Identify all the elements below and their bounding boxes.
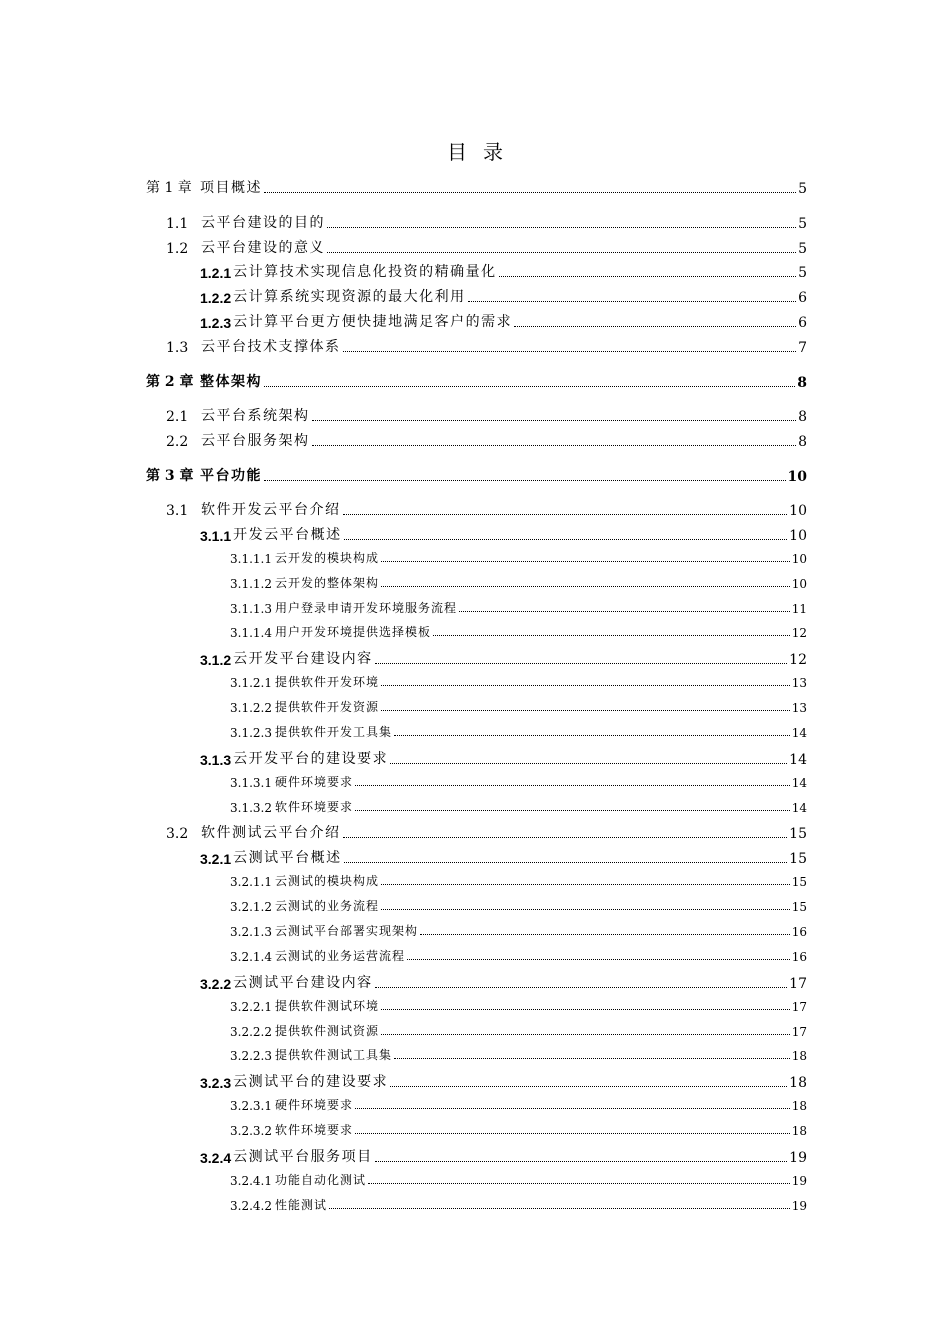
- toc-entry-title: 云测试的模块构成: [274, 874, 379, 888]
- toc-entry-title: 用户登录申请开发环境服务流程: [274, 601, 457, 615]
- toc-dot-leader: [394, 735, 790, 736]
- toc-entry-number: 3.1.2.2: [230, 701, 272, 715]
- toc-entry-page-number: 14: [791, 726, 807, 740]
- toc-dot-leader: [327, 252, 796, 253]
- toc-entry-number: 第 1 章: [146, 180, 192, 196]
- toc-entry[interactable]: [166, 237, 807, 257]
- toc-entry-title: 云计算平台更方便快捷地满足客户的需求: [233, 314, 513, 330]
- toc-entry-number: 3.1.1.2: [230, 577, 272, 591]
- toc-entry[interactable]: [146, 177, 807, 197]
- toc-entry[interactable]: [166, 336, 807, 356]
- toc-entry-page-number: 5: [798, 181, 807, 197]
- toc-entry-page-number: 17: [789, 976, 807, 992]
- toc-entry-page-number: 10: [791, 577, 807, 591]
- toc-entry[interactable]: [200, 1146, 807, 1166]
- toc-entry[interactable]: [146, 465, 807, 485]
- toc-entry-number: 3.1.3.2: [230, 801, 272, 815]
- toc-entry[interactable]: [200, 311, 807, 331]
- toc-entry-page-number: 6: [798, 315, 807, 331]
- toc-entry[interactable]: [230, 922, 807, 939]
- toc-entry-title: 硬件环境要求: [274, 1098, 353, 1112]
- toc-entry-page-number: 14: [791, 801, 807, 815]
- toc-entry-page-number: 10: [787, 469, 807, 485]
- toc-entry[interactable]: [200, 648, 807, 668]
- toc-entry-title: 云开发平台建设内容: [233, 651, 373, 667]
- toc-entry-title: 软件环境要求: [274, 800, 353, 814]
- toc-entry-number: 3.2.1: [200, 851, 232, 867]
- toc-dot-leader: [381, 884, 790, 885]
- toc-entry-page-number: 19: [791, 1174, 807, 1188]
- toc-entry[interactable]: [230, 723, 807, 740]
- toc-entry-title: 平台功能: [200, 468, 262, 484]
- toc-dot-leader: [390, 1086, 787, 1087]
- toc-entry-title: 整体架构: [200, 374, 262, 390]
- toc-entry[interactable]: [230, 947, 807, 964]
- toc-dot-leader: [514, 326, 796, 327]
- toc-entry-page-number: 19: [791, 1199, 807, 1213]
- toc-entry-title: 云测试平台建设内容: [233, 975, 373, 991]
- toc-dot-leader: [381, 710, 790, 711]
- toc-entry[interactable]: [230, 574, 807, 591]
- toc-entry-number: 3.1.1: [200, 528, 232, 544]
- toc-entry-title: 云测试的业务运营流程: [274, 949, 405, 963]
- toc-entry-title: 云测试平台概述: [233, 850, 342, 866]
- toc-entry[interactable]: [230, 673, 807, 690]
- toc-entry-page-number: 15: [789, 826, 807, 842]
- toc-entry-title: 软件测试云平台介绍: [201, 825, 341, 841]
- toc-dot-leader: [375, 1161, 788, 1162]
- toc-entry-title: 开发云平台概述: [233, 527, 342, 543]
- toc-entry-title: 云开发平台的建设要求: [233, 751, 389, 767]
- toc-dot-leader: [264, 386, 795, 387]
- toc-dot-leader: [381, 1009, 790, 1010]
- toc-dot-leader: [355, 785, 790, 786]
- toc-entry[interactable]: [230, 698, 807, 715]
- toc-entry-title: 提供软件开发资源: [274, 700, 379, 714]
- toc-entry[interactable]: [230, 872, 807, 889]
- toc-entry-page-number: 10: [789, 503, 807, 519]
- toc-entry-page-number: 14: [791, 776, 807, 790]
- toc-entry-number: 3.2.1.4: [230, 950, 272, 964]
- toc-entry-title: 云测试平台的建设要求: [233, 1074, 389, 1090]
- toc-entry-page-number: 16: [791, 950, 807, 964]
- toc-dot-leader: [390, 763, 787, 764]
- toc-dot-leader: [355, 1133, 790, 1134]
- toc-dot-leader: [344, 862, 788, 863]
- toc-entry-title: 云计算系统实现资源的最大化利用: [233, 289, 466, 305]
- toc-entry-number: 3.1.2.1: [230, 676, 272, 690]
- toc-entry-page-number: 15: [791, 875, 807, 889]
- toc-entry-number: 第 2 章: [146, 374, 194, 390]
- toc-dot-leader: [381, 586, 790, 587]
- toc-entry-title: 云平台建设的目的: [201, 215, 325, 231]
- toc-entry-title: 提供软件测试工具集: [274, 1048, 392, 1062]
- toc-entry[interactable]: [230, 773, 807, 790]
- toc-entry-page-number: 18: [789, 1075, 807, 1091]
- toc-entry-number: 3.2: [166, 826, 189, 842]
- toc-entry[interactable]: [166, 405, 807, 425]
- toc-entry-title: 云测试平台服务项目: [233, 1149, 373, 1165]
- toc-entry-page-number: 18: [791, 1099, 807, 1113]
- toc-entry-page-number: 7: [798, 340, 807, 356]
- toc-entry[interactable]: [200, 524, 807, 544]
- toc-entry-page-number: 6: [798, 290, 807, 306]
- toc-dot-leader: [459, 611, 790, 612]
- toc-entry-number: 3.2.2.1: [230, 1000, 272, 1014]
- toc-entry-title: 云平台技术支撑体系: [201, 339, 341, 355]
- toc-entry-title: 软件环境要求: [274, 1123, 353, 1137]
- toc-entry-page-number: 12: [789, 652, 807, 668]
- toc-entry-number: 3.2.2.2: [230, 1025, 272, 1039]
- toc-dot-leader: [312, 445, 797, 446]
- toc-entry[interactable]: [230, 623, 807, 640]
- toc-dot-leader: [343, 837, 788, 838]
- toc-dot-leader: [381, 685, 790, 686]
- toc-entry[interactable]: [200, 286, 807, 306]
- toc-entry-number: 3.2.3: [200, 1075, 232, 1091]
- toc-entry[interactable]: [200, 748, 807, 768]
- toc-entry[interactable]: [166, 499, 807, 519]
- toc-entry-number: 3.2.3.1: [230, 1099, 272, 1113]
- toc-entry-page-number: 15: [791, 900, 807, 914]
- toc-entry-number: 1.1: [166, 216, 189, 232]
- toc-entry-number: 3.1.1.1: [230, 552, 272, 566]
- page-title: 目录: [447, 140, 519, 164]
- toc-dot-leader: [344, 539, 788, 540]
- toc-entry-number: 3.1.2.3: [230, 726, 272, 740]
- toc-entry[interactable]: [230, 1046, 807, 1063]
- toc-entry-title: 提供软件测试资源: [274, 1024, 379, 1038]
- toc-entry-number: 3.2.1.3: [230, 925, 272, 939]
- toc-entry[interactable]: [230, 798, 807, 815]
- toc-entry-number: 2.1: [166, 409, 189, 425]
- toc-entry[interactable]: [200, 972, 807, 992]
- toc-dot-leader: [468, 301, 796, 302]
- toc-entry-number: 3.2.3.2: [230, 1124, 272, 1138]
- toc-entry[interactable]: [230, 1196, 807, 1213]
- toc-entry-page-number: 13: [791, 676, 807, 690]
- toc-entry[interactable]: [230, 1121, 807, 1138]
- toc-entry-number: 1.2.3: [200, 315, 232, 331]
- toc-dot-leader: [433, 635, 790, 636]
- toc-entry-page-number: 5: [798, 265, 807, 281]
- toc-dot-leader: [375, 663, 788, 664]
- toc-entry-page-number: 11: [791, 602, 807, 616]
- toc-entry[interactable]: [200, 847, 807, 867]
- toc-dot-leader: [420, 934, 790, 935]
- toc-entry[interactable]: [166, 430, 807, 450]
- toc-entry[interactable]: [200, 261, 807, 281]
- toc-entry-page-number: 17: [791, 1025, 807, 1039]
- toc-dot-leader: [368, 1183, 790, 1184]
- toc-entry-page-number: 5: [798, 216, 807, 232]
- toc-entry-title: 硬件环境要求: [274, 775, 353, 789]
- toc-dot-leader: [407, 959, 790, 960]
- toc-entry-page-number: 17: [791, 1000, 807, 1014]
- toc-entry[interactable]: [230, 1171, 807, 1188]
- toc-entry-title: 项目概述: [200, 180, 262, 196]
- toc-entry-title: 云计算技术实现信息化投资的精确量化: [233, 264, 497, 280]
- toc-entry-title: 提供软件测试环境: [274, 999, 379, 1013]
- toc-entry[interactable]: [166, 822, 807, 842]
- toc-dot-leader: [312, 420, 797, 421]
- toc-entry-title: 云平台系统架构: [201, 408, 310, 424]
- toc-entry[interactable]: [230, 997, 807, 1014]
- toc-entry[interactable]: [230, 1096, 807, 1113]
- toc-entry-number: 1.2.1: [200, 265, 232, 281]
- toc-entry-title: 云平台建设的意义: [201, 240, 325, 256]
- toc-entry-number: 2.2: [166, 434, 189, 450]
- toc-entry-page-number: 8: [798, 434, 807, 450]
- toc-entry-title: 用户开发环境提供选择模板: [274, 625, 431, 639]
- toc-entry-title: 云开发的整体架构: [274, 576, 379, 590]
- toc-entry-title: 提供软件开发环境: [274, 675, 379, 689]
- toc-dot-leader: [381, 909, 790, 910]
- toc-entry-number: 3.1.1.3: [230, 602, 272, 616]
- toc-entry-title: 云测试的业务流程: [274, 899, 379, 913]
- toc-entry-number: 3.2.1.2: [230, 900, 272, 914]
- toc-entry-title: 性能测试: [274, 1198, 327, 1212]
- toc-entry[interactable]: [230, 1022, 807, 1039]
- toc-entry-title: 云测试平台部署实现架构: [274, 924, 418, 938]
- toc-dot-leader: [329, 1208, 790, 1209]
- toc-entry-page-number: 18: [791, 1049, 807, 1063]
- toc-entry-page-number: 15: [789, 851, 807, 867]
- toc-entry-page-number: 13: [791, 701, 807, 715]
- toc-dot-leader: [381, 1034, 790, 1035]
- toc-entry-number: 1.2.2: [200, 290, 232, 306]
- toc-entry-number: 3.1.2: [200, 652, 232, 668]
- toc-entry-page-number: 8: [797, 375, 807, 391]
- toc-dot-leader: [264, 480, 786, 481]
- toc-dot-leader: [343, 351, 797, 352]
- toc-dot-leader: [343, 514, 788, 515]
- toc-entry-number: 3.1.3.1: [230, 776, 272, 790]
- toc-entry-page-number: 10: [791, 552, 807, 566]
- toc-entry-page-number: 5: [798, 241, 807, 257]
- toc-entry[interactable]: [146, 371, 807, 391]
- toc-entry[interactable]: [230, 599, 807, 616]
- toc-dot-leader: [394, 1058, 790, 1059]
- toc-entry-page-number: 18: [791, 1124, 807, 1138]
- toc-entry-number: 3.1.1.4: [230, 626, 272, 640]
- toc-entry-number: 3.2.1.1: [230, 875, 272, 889]
- toc-entry[interactable]: [200, 1071, 807, 1091]
- toc-entry-title: 软件开发云平台介绍: [201, 502, 341, 518]
- toc-dot-leader: [327, 227, 796, 228]
- toc-entry-title: 功能自动化测试: [274, 1173, 366, 1187]
- toc-dot-leader: [381, 561, 790, 562]
- toc-entry-number: 1.2: [166, 241, 189, 257]
- toc-entry-page-number: 19: [789, 1150, 807, 1166]
- toc-entry-page-number: 16: [791, 925, 807, 939]
- toc-entry-title: 提供软件开发工具集: [274, 725, 392, 739]
- toc-entry-page-number: 14: [789, 752, 807, 768]
- toc-entry-number: 3.1: [166, 503, 189, 519]
- toc-entry-page-number: 8: [798, 409, 807, 425]
- toc-entry[interactable]: [166, 212, 807, 232]
- toc-entry[interactable]: [230, 897, 807, 914]
- toc-entry-number: 3.1.3: [200, 752, 232, 768]
- toc-entry-number: 3.2.2.3: [230, 1049, 272, 1063]
- toc-entry-title: 云开发的模块构成: [274, 551, 379, 565]
- toc-entry-number: 3.2.2: [200, 976, 232, 992]
- toc-dot-leader: [375, 987, 788, 988]
- toc-dot-leader: [264, 192, 796, 193]
- toc-entry[interactable]: [230, 549, 807, 566]
- toc-dot-leader: [355, 1108, 790, 1109]
- toc-entry-number: 3.2.4.2: [230, 1199, 272, 1213]
- toc-dot-leader: [355, 810, 790, 811]
- toc-entry-number: 第 3 章: [146, 468, 194, 484]
- toc-entry-title: 云平台服务架构: [201, 433, 310, 449]
- toc-entry-number: 3.2.4.1: [230, 1174, 272, 1188]
- toc-entry-number: 3.2.4: [200, 1150, 232, 1166]
- toc-entry-number: 1.3: [166, 340, 189, 356]
- toc-dot-leader: [499, 276, 796, 277]
- toc-entry-page-number: 12: [791, 626, 807, 640]
- toc-entry-page-number: 10: [789, 528, 807, 544]
